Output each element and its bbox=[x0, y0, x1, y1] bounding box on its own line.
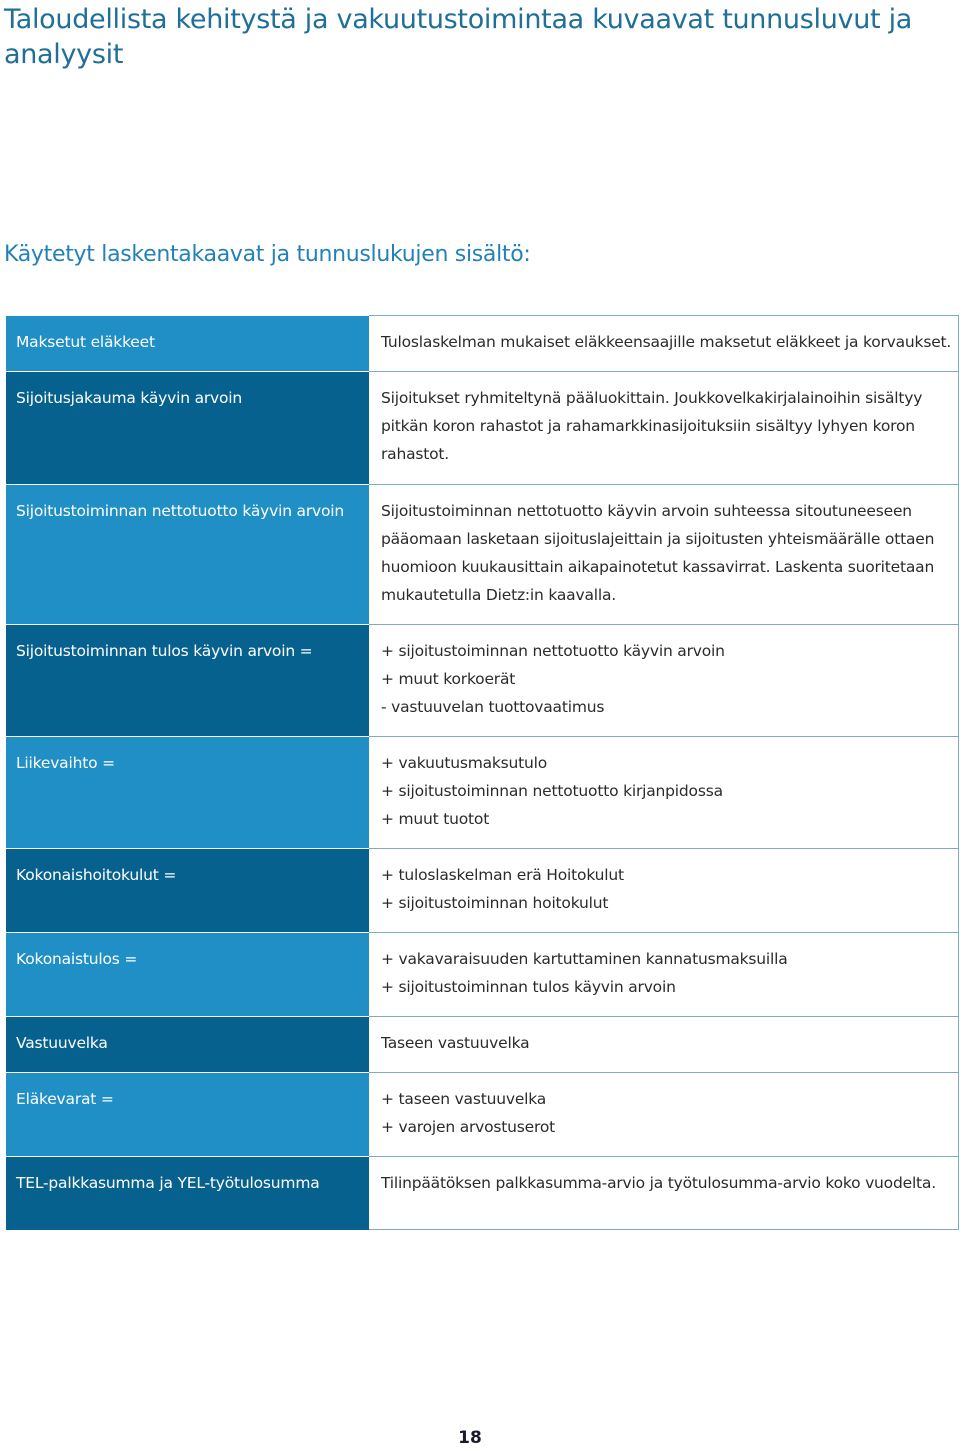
description-line: + sijoitustoiminnan nettotuotto kirjanpidossa bbox=[381, 782, 723, 800]
description-line: Tilinpäätöksen palkkasumma-arvio ja työtulosumma-arvio koko vuodelta. bbox=[381, 1174, 936, 1192]
description-cell bbox=[369, 1157, 959, 1230]
term-cell: Kokonaistulos = bbox=[6, 933, 369, 1017]
table-row bbox=[6, 372, 959, 485]
term-cell: Sijoitustoiminnan nettotuotto käyvin arvoin bbox=[6, 485, 369, 625]
description-cell bbox=[369, 316, 959, 372]
description-cell bbox=[369, 1073, 959, 1157]
table-row bbox=[6, 316, 959, 372]
table-row bbox=[6, 485, 959, 625]
term-cell: Maksetut eläkkeet bbox=[6, 316, 369, 372]
description-line: + sijoitustoiminnan tulos käyvin arvoin bbox=[381, 978, 676, 996]
description-line: + varojen arvostuserot bbox=[381, 1118, 556, 1136]
description-line: + taseen vastuuvelka bbox=[381, 1090, 547, 1108]
description-line: + tuloslaskelman erä Hoitokulut bbox=[381, 866, 624, 884]
table-row bbox=[6, 1017, 959, 1073]
description-cell bbox=[369, 625, 959, 737]
description-cell bbox=[369, 1017, 959, 1073]
description-cell bbox=[369, 933, 959, 1017]
description-line: Tuloslaskelman mukaiset eläkkeensaajille maksetut eläkkeet ja korvaukset. bbox=[381, 333, 952, 351]
term-cell: Kokonaishoitokulut = bbox=[6, 849, 369, 933]
description-line: + vakuutusmaksutulo bbox=[381, 754, 548, 772]
definitions-table bbox=[6, 315, 959, 1230]
description-line: + sijoitustoiminnan nettotuotto käyvin arvoin bbox=[381, 642, 725, 660]
page-title: Taloudellista kehitystä ja vakuutustoimintaa kuvaavat tunnusluvut ja analyysit bbox=[4, 4, 913, 70]
term-cell: Vastuuvelka bbox=[6, 1017, 369, 1073]
description-cell bbox=[369, 737, 959, 849]
description-cell bbox=[369, 849, 959, 933]
term-cell: Liikevaihto = bbox=[6, 737, 369, 849]
table-row bbox=[6, 1157, 959, 1230]
term-cell: Sijoitustoiminnan tulos käyvin arvoin = bbox=[6, 625, 369, 737]
table-row bbox=[6, 625, 959, 737]
table-row bbox=[6, 849, 959, 933]
term-cell: TEL-palkkasumma ja YEL-työtulosumma bbox=[6, 1157, 369, 1230]
table-row bbox=[6, 933, 959, 1017]
page-number: 18 bbox=[458, 1428, 482, 1448]
term-cell: Sijoitusjakauma käyvin arvoin bbox=[6, 372, 369, 485]
term-cell: Eläkevarat = bbox=[6, 1073, 369, 1157]
description-line: + muut korkoerät bbox=[381, 670, 516, 688]
description-line: + sijoitustoiminnan hoitokulut bbox=[381, 894, 609, 912]
description-line: Sijoitukset ryhmiteltynä pääluokittain. Joukkovelkakirjalainoihin sisältyy pitkän koron rahastot ja rahamarkkinasijoituksiin sisältyy lyhyen koron rahastot. bbox=[381, 389, 923, 463]
description-line: Sijoitustoiminnan nettotuotto käyvin arvoin suhteessa sitoutuneeseen pääomaan lasketaan sijoituslajeittain ja sijoitusten yhteismäärälle ottaen huomioon kuukausittain aikapainotetut kassavirrat. Laskenta suoritetaan mukautetulla Dietz:in kaavalla. bbox=[381, 502, 935, 604]
description-line: - vastuuvelan tuottovaatimus bbox=[381, 698, 605, 716]
table-row bbox=[6, 1073, 959, 1157]
table-row bbox=[6, 737, 959, 849]
description-line: + vakavaraisuuden kartuttaminen kannatusmaksuilla bbox=[381, 950, 788, 968]
description-line: Taseen vastuuvelka bbox=[381, 1034, 530, 1052]
description-cell bbox=[369, 485, 959, 625]
description-cell bbox=[369, 372, 959, 485]
description-line: + muut tuotot bbox=[381, 810, 490, 828]
section-title: Käytetyt laskentakaavat ja tunnuslukujen sisältö: bbox=[4, 242, 531, 267]
